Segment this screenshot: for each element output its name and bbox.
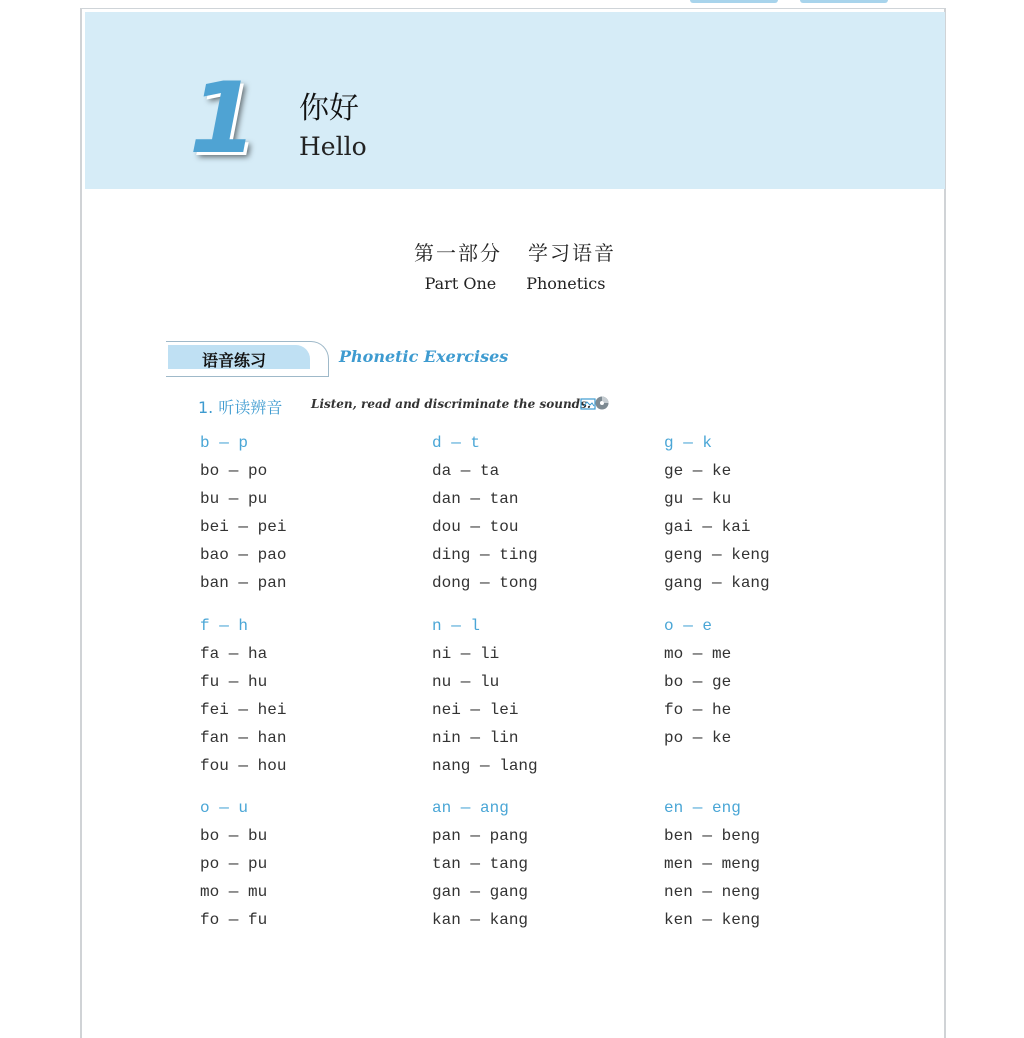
phonetic-group-heading: b — p	[200, 434, 249, 452]
exercise-title-chinese: 1. 听读辨音	[198, 398, 283, 417]
syllable-pair: mo — me	[664, 645, 732, 663]
syllable-pair: nei — lei	[432, 701, 519, 719]
syllable-pair: ge — ke	[664, 462, 732, 480]
syllable-pair: bu — pu	[200, 490, 268, 508]
syllable-pair: ben — beng	[664, 827, 761, 845]
phonetic-group	[200, 429, 400, 597]
syllable-pair: fo — he	[664, 701, 732, 719]
syllable-pair: fo — fu	[200, 911, 268, 929]
syllable-pair: tan — tang	[432, 855, 529, 873]
phonetic-group-heading: o — u	[200, 799, 249, 817]
lesson-title-english: Hello	[299, 132, 367, 161]
audio-cd-icon[interactable]	[580, 395, 610, 411]
phonetic-group-heading: g — k	[664, 434, 713, 452]
phonetic-group	[664, 794, 864, 934]
syllable-pair: dong — tong	[432, 574, 538, 592]
lesson-banner	[85, 12, 945, 189]
phonetic-group	[200, 794, 400, 934]
syllable-pair: fei — hei	[200, 701, 287, 719]
syllable-pair: nen — neng	[664, 883, 761, 901]
phonetic-group	[432, 794, 632, 934]
phonetic-group	[200, 612, 400, 780]
syllable-pair: men — meng	[664, 855, 761, 873]
part-label-cn: 第一部分	[414, 241, 502, 265]
syllable-pair: ding — ting	[432, 546, 538, 564]
syllable-pair: kan — kang	[432, 911, 529, 929]
part-heading-chinese	[82, 237, 948, 266]
syllable-pair: da — ta	[432, 462, 500, 480]
part-label-en: Part One	[424, 274, 497, 293]
document-page	[80, 8, 946, 1038]
viewer-toolbar-strip	[0, 0, 1024, 8]
syllable-pair: fu — hu	[200, 673, 268, 691]
syllable-pair: po — ke	[664, 729, 732, 747]
syllable-pair: bo — bu	[200, 827, 268, 845]
syllable-pair: po — pu	[200, 855, 268, 873]
syllable-pair: dou — tou	[432, 518, 519, 536]
syllable-pair: fa — ha	[200, 645, 268, 663]
lesson-number: 1	[189, 62, 254, 176]
part-topic-en: Phonetics	[526, 274, 606, 293]
phonetic-group-heading: n — l	[432, 617, 481, 635]
syllable-pair: bei — pei	[200, 518, 287, 536]
syllable-pair: gan — gang	[432, 883, 529, 901]
syllable-pair: ni — li	[432, 645, 500, 663]
toolbar-button[interactable]	[800, 0, 888, 3]
phonetic-group-heading: o — e	[664, 617, 713, 635]
phonetic-group-heading: f — h	[200, 617, 249, 635]
syllable-pair: mo — mu	[200, 883, 268, 901]
syllable-pair: dan — tan	[432, 490, 519, 508]
section-tab-label: 语音练习	[202, 351, 267, 370]
phonetic-group	[664, 429, 864, 597]
phonetic-group	[432, 612, 632, 780]
exercise-instruction: Listen, read and discriminate the sounds.	[311, 397, 591, 411]
phonetic-group-heading: d — t	[432, 434, 481, 452]
section-tab	[166, 341, 330, 377]
lesson-title-chinese: 你好	[299, 91, 359, 126]
syllable-pair: gang — kang	[664, 574, 770, 592]
syllable-pair: gu — ku	[664, 490, 732, 508]
syllable-pair: nang — lang	[432, 757, 538, 775]
syllable-pair: ban — pan	[200, 574, 287, 592]
part-heading-english	[82, 274, 948, 293]
syllable-pair: bo — ge	[664, 673, 732, 691]
phonetic-group-heading: en — eng	[664, 799, 741, 817]
syllable-pair: ken — keng	[664, 911, 761, 929]
syllable-pair: gai — kai	[664, 518, 751, 536]
syllable-pair: bao — pao	[200, 546, 287, 564]
syllable-pair: pan — pang	[432, 827, 529, 845]
syllable-pair: fan — han	[200, 729, 287, 747]
syllable-pair: fou — hou	[200, 757, 287, 775]
phonetic-group	[664, 612, 864, 752]
syllable-pair: nin — lin	[432, 729, 519, 747]
syllable-pair: geng — keng	[664, 546, 770, 564]
syllable-pair: nu — lu	[432, 673, 500, 691]
section-title-english: Phonetic Exercises	[339, 347, 509, 366]
toolbar-button[interactable]	[690, 0, 778, 3]
part-topic-cn: 学习语音	[528, 241, 616, 265]
phonetic-group-heading: an — ang	[432, 799, 509, 817]
syllable-pair: bo — po	[200, 462, 268, 480]
phonetic-group	[432, 429, 632, 597]
